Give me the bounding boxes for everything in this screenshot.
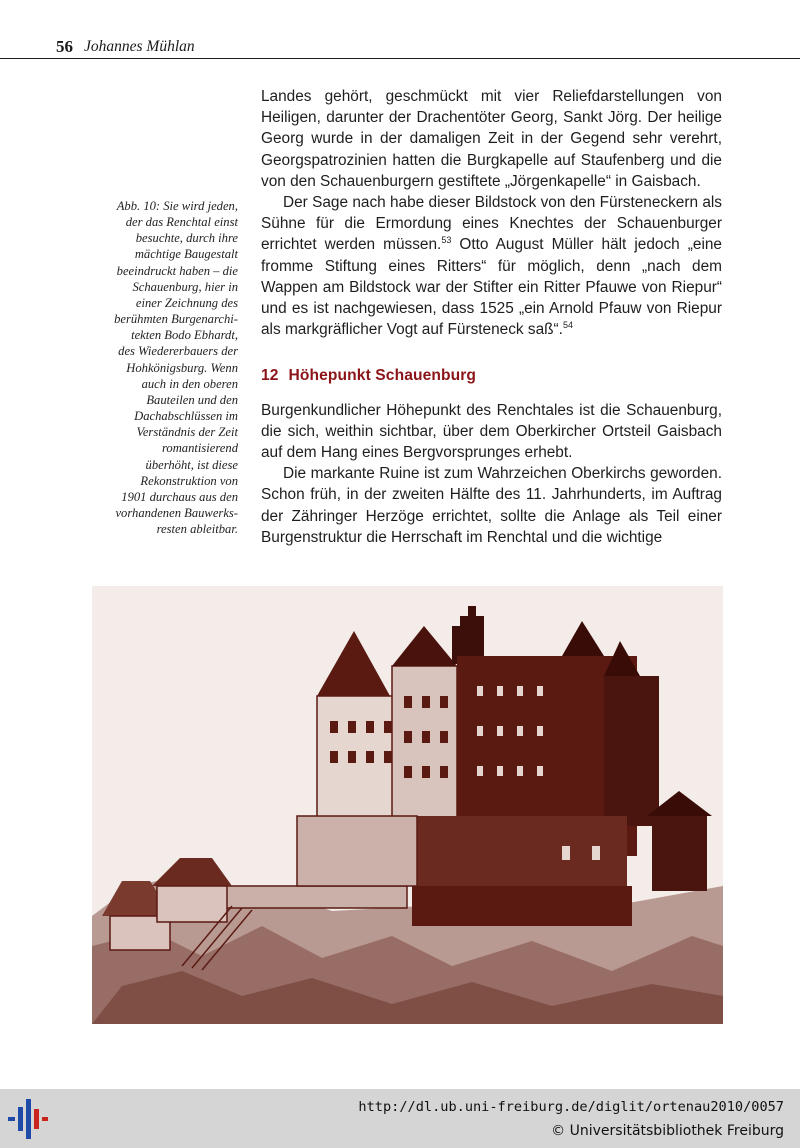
caption-line: berühmten Burgenarchi- — [114, 312, 238, 327]
caption-line: Abb. 10: Sie wird jeden, — [116, 199, 238, 213]
castle-illustration — [92, 586, 723, 1024]
figure-caption — [80, 198, 238, 537]
caption-line: Dachabschlüssen im — [134, 409, 238, 424]
castle-drawing-figure — [92, 586, 723, 1024]
caption-line: Rekonstruktion von — [140, 473, 238, 488]
caption-line: tekten Bodo Ebhardt, — [131, 328, 238, 343]
paragraph — [261, 192, 722, 340]
caption-line: mächtige Baugestalt — [134, 247, 238, 262]
caption-line: des Wiedererbauers der — [118, 344, 238, 359]
caption-line: vorhandenen Bauwerks- — [115, 505, 238, 520]
caption-line: Verständnis der Zeit — [136, 425, 238, 440]
footer-bar — [0, 1089, 800, 1148]
caption-line: auch in den oberen — [141, 376, 238, 391]
caption-line: beeindruckt haben – die — [116, 263, 238, 278]
caption-line: überhöht, ist diese — [145, 457, 238, 472]
caption-line: romantisierend — [161, 441, 238, 456]
source-url-link[interactable]: http://dl.ub.uni-freiburg.de/diglit/ortenau2010/0057 — [358, 1099, 784, 1115]
paragraph: Burgenkundlicher Höhepunkt des Renchtales ist die Schauenburg, die sich, weithin sichtbar, über dem Oberkircher Ortsteil Gaisbach auf dem Hang eines Bergvorsprunges erhebt. — [261, 401, 722, 462]
header-rule — [0, 58, 800, 59]
caption-line: der das Renchtal einst — [125, 215, 238, 230]
caption-line: besuchte, durch ihre — [135, 231, 238, 246]
paragraph: Landes gehört, geschmückt mit vier Reliefdarstellungen von Heiligen, darunter der Drachentöter Georg, Sankt Jörg. Der heilige Georg wurde in der damaligen Zeit in der Gegend sehr verehrt, Georgspatrozinien hatten die Burgkapelle auf Staufenberg und die von den Schauenburgern gestiftete „Jörgenkapelle“ in Gaisbach. — [261, 88, 722, 190]
caption-line: resten ableitbar. — [156, 522, 238, 537]
body-text — [261, 86, 722, 548]
footnote-ref: 53 — [441, 235, 452, 246]
section-title: Höhepunkt Schauenburg — [288, 367, 477, 385]
paragraph-text: Otto August Müller hält jedoch „eine fromme Stiftung eines Ritters“ für möglich, denn „nach dem Wappen am Bildstock war der Stifter ein Ritter Pfauwe von Riepur“ und es ist nachgewiesen, dass 1525 „ein Arnold Pfauw von Riepur als markgräflicher Vogt auf Fürsteneck saß“. — [261, 236, 722, 339]
library-logo-icon — [8, 1097, 48, 1141]
paragraph-text: Der Sage nach habe dieser Bildstock von den Fürsteneckern als Sühne für die Ermordung eines Knechtes der Schauenburger errichtet werden müssen. — [261, 194, 722, 254]
section-heading — [261, 365, 722, 386]
caption-line: einer Zeichnung des — [135, 295, 238, 310]
caption-line: Hohkönigsburg. Wenn — [126, 360, 238, 375]
caption-line: Schauenburg, hier in — [132, 279, 238, 294]
caption-line: Bauteilen und den — [146, 392, 238, 407]
page-header — [0, 0, 800, 60]
footnote-ref: 54 — [562, 320, 573, 331]
copyright-text: © Universitätsbibliothek Freiburg — [551, 1123, 784, 1139]
section-number: 12 — [261, 367, 279, 385]
page-number: 56 — [56, 37, 73, 56]
running-head: Johannes Mühlan — [84, 38, 195, 55]
paragraph: Die markante Ruine ist zum Wahrzeichen Oberkirchs geworden. Schon früh, in der zweiten Hälfte des 11. Jahrhunderts, im Auftrag der Zähringer Herzöge errichtet, sollte die Anlage als Teil einer Burgenstruktur die Herrschaft im Renchtal und die wichtige — [261, 465, 722, 546]
caption-line: 1901 durchaus aus den — [121, 489, 238, 504]
